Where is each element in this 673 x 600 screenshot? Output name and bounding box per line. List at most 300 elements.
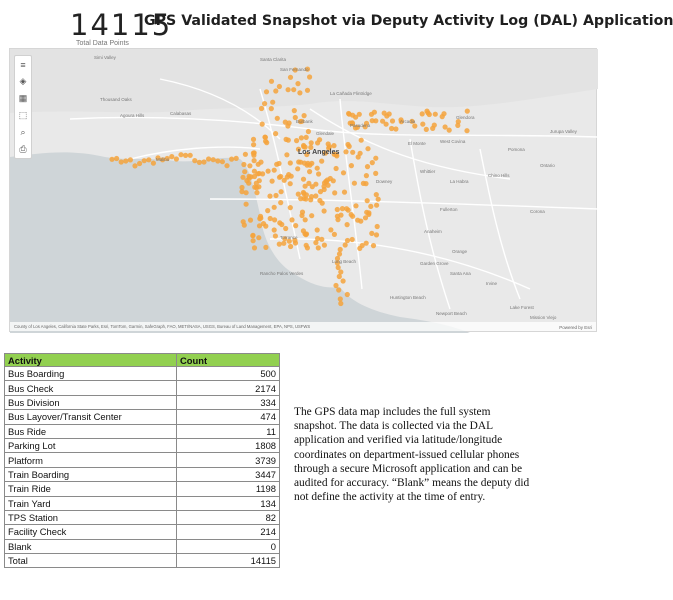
gps-point — [465, 109, 470, 114]
gps-point — [338, 247, 343, 252]
gps-point — [328, 176, 333, 181]
gps-point — [282, 178, 287, 183]
gps-point — [295, 81, 300, 86]
gps-point — [258, 214, 263, 219]
map-label-corona: Corona — [530, 209, 545, 214]
gps-point — [368, 204, 373, 209]
gps-point — [251, 137, 256, 142]
header — [66, 4, 673, 48]
gps-point — [464, 128, 469, 133]
map-toolbar — [14, 55, 32, 159]
gps-point — [247, 174, 252, 179]
gps-point — [251, 142, 256, 147]
activity-cell: Bus Check — [5, 381, 177, 395]
gps-point — [304, 135, 309, 140]
gps-point — [309, 213, 314, 218]
gps-point — [356, 154, 361, 159]
gps-point — [309, 194, 314, 199]
gps-point — [277, 242, 282, 247]
gps-point — [340, 206, 345, 211]
map-label-anaheim: Anaheim — [424, 229, 442, 234]
gps-point — [288, 181, 293, 186]
activity-cell: Train Yard — [5, 496, 177, 510]
gps-point — [244, 202, 249, 207]
map-label-garden-grove: Garden Grove — [420, 261, 449, 266]
table-row — [5, 438, 280, 452]
gps-point — [270, 179, 275, 184]
map-label-el-monte: El Monte — [408, 141, 426, 146]
gps-point — [242, 169, 247, 174]
map-label-la-canada: La Cañada Flintridge — [330, 91, 372, 96]
gps-point — [347, 144, 352, 149]
activity-cell: Parking Lot — [5, 438, 177, 452]
gps-point — [345, 222, 350, 227]
gps-point — [433, 112, 438, 117]
map-label-pasadena: Pasadena — [350, 123, 371, 128]
column-header-activity: Activity — [5, 354, 177, 367]
gps-point — [258, 160, 263, 165]
map-label-irvine: Irvine — [486, 281, 498, 286]
map-label-pomona: Pomona — [508, 147, 525, 152]
gps-point — [279, 189, 284, 194]
search-icon[interactable]: ⌕ — [20, 127, 26, 137]
count-cell: 500 — [177, 367, 280, 381]
count-cell: 474 — [177, 410, 280, 424]
count-cell: 214 — [177, 525, 280, 539]
gps-point — [285, 123, 290, 128]
map-label-west-covina: West Covina — [440, 139, 466, 144]
gps-point — [319, 159, 324, 164]
powered-by: Powered by Esri — [559, 325, 592, 330]
gps-point — [319, 237, 324, 242]
count-cell: 0 — [177, 539, 280, 553]
map-label-san-fernando: San Fernando — [280, 67, 309, 72]
list-icon[interactable]: ≡ — [20, 59, 26, 70]
gps-point — [201, 159, 206, 164]
gps-point — [342, 190, 347, 195]
map-label-glendora: Glendora — [456, 115, 475, 120]
grid-icon[interactable]: ▦ — [18, 93, 28, 103]
gps-point — [286, 172, 291, 177]
gps-point — [393, 126, 398, 131]
count-cell: 134 — [177, 496, 280, 510]
total-count: 14115 — [70, 8, 173, 42]
gps-point — [267, 194, 272, 199]
gps-point — [364, 173, 369, 178]
gps-point — [365, 146, 370, 151]
map-label-chino-hills: Chino Hills — [488, 173, 510, 178]
gps-point — [260, 122, 265, 127]
map-label-santa-ana: Santa Ana — [450, 271, 471, 276]
total-count-caption: Total Data Points — [76, 40, 129, 47]
gps-point — [370, 118, 375, 123]
gps-point — [326, 183, 331, 188]
gps-point — [244, 190, 249, 195]
gps-point — [215, 158, 220, 163]
map-label-orange: Orange — [452, 249, 468, 254]
gps-point — [174, 156, 179, 161]
table-row — [5, 410, 280, 424]
gps-point — [374, 203, 379, 208]
gps-point — [443, 124, 448, 129]
gps-point — [259, 106, 264, 111]
gps-point — [345, 292, 350, 297]
gps-point — [273, 88, 278, 93]
total-count-cell: 14115 — [177, 554, 280, 568]
gps-point — [350, 237, 355, 242]
gps-point — [109, 157, 114, 162]
table-total-row — [5, 554, 280, 568]
gps-point — [241, 162, 246, 167]
gps-point — [332, 232, 337, 237]
gps-point — [257, 223, 262, 228]
gps-point — [273, 233, 278, 238]
map-label-newport-beach: Newport Beach — [436, 311, 467, 316]
table-row — [5, 367, 280, 381]
map-label-burbank: Burbank — [296, 119, 313, 124]
gps-point — [291, 87, 296, 92]
gps-point — [188, 153, 193, 158]
gps-point — [273, 131, 278, 136]
gps-point — [266, 169, 271, 174]
table-row — [5, 395, 280, 409]
gps-point — [333, 283, 338, 288]
gps-point — [123, 158, 128, 163]
map-canvas[interactable] — [10, 49, 598, 333]
activity-cell: Bus Boarding — [5, 367, 177, 381]
gps-point — [455, 123, 460, 128]
table-row — [5, 482, 280, 496]
gps-point — [169, 154, 174, 159]
gps-point — [373, 156, 378, 161]
ocean — [10, 152, 470, 333]
description-text — [294, 405, 604, 504]
gps-point — [358, 219, 363, 224]
gps-map[interactable] — [9, 48, 597, 332]
gps-point — [328, 227, 333, 232]
gps-point — [293, 223, 298, 228]
gps-point — [263, 245, 268, 250]
gps-point — [278, 200, 283, 205]
gps-point — [284, 152, 289, 157]
gps-point — [128, 157, 133, 162]
gps-point — [272, 227, 277, 232]
map-attribution: County of Los Angeles, California State Parks, Esri, TomTom, Garmin, SafeGraph, FAO, METI/NASA, USGS, Bureau of Land Management, EPA, NPS, USFWS — [10, 322, 596, 331]
gps-point — [289, 217, 294, 222]
gps-point — [262, 101, 267, 106]
gps-point — [269, 106, 274, 111]
gps-point — [357, 246, 362, 251]
layers-icon[interactable]: ◈ — [19, 76, 27, 86]
gps-point — [366, 212, 371, 217]
gps-point — [260, 171, 265, 176]
gps-point — [132, 163, 137, 168]
gps-point — [350, 150, 355, 155]
map-label-simi-valley: Simi Valley — [94, 55, 116, 60]
gps-point — [272, 168, 277, 173]
page-title: GPS Validated Snapshot via Deputy Activity Log (DAL) Application — [144, 13, 673, 29]
map-label-fullerton: Fullerton — [440, 207, 458, 212]
gps-point — [304, 231, 309, 236]
activity-cell: Bus Ride — [5, 424, 177, 438]
count-cell: 2174 — [177, 381, 280, 395]
gps-point — [178, 152, 183, 157]
description-line: not define the activity at the time of entry. — [294, 491, 486, 504]
gps-point — [336, 287, 341, 292]
gps-point — [251, 151, 256, 156]
gps-point — [224, 163, 229, 168]
gps-point — [441, 111, 446, 116]
gps-point — [376, 197, 381, 202]
gps-point — [294, 138, 299, 143]
gps-point — [336, 265, 341, 270]
gps-point — [303, 217, 308, 222]
gps-point — [242, 223, 247, 228]
map-label-torrance: Torrance — [280, 235, 298, 240]
gps-point — [361, 181, 366, 186]
activity-cell: TPS Station — [5, 510, 177, 524]
table-row — [5, 510, 280, 524]
count-cell: 11 — [177, 424, 280, 438]
activity-cell: Bus Division — [5, 395, 177, 409]
gps-point — [277, 84, 282, 89]
map-label-whittier: Whittier — [420, 169, 436, 174]
gps-point — [263, 135, 268, 140]
map-label-jurupa-valley: Jurupa Valley — [550, 129, 577, 134]
gps-point — [119, 159, 124, 164]
gps-point — [369, 231, 374, 236]
gps-point — [305, 88, 310, 93]
gps-point — [420, 111, 425, 116]
table-row — [5, 424, 280, 438]
gps-point — [432, 123, 437, 128]
map-label-thousand-oaks: Thousand Oaks — [100, 97, 132, 102]
count-cell: 82 — [177, 510, 280, 524]
gps-point — [288, 160, 293, 165]
gps-point — [272, 217, 277, 222]
gps-point — [272, 205, 277, 210]
gps-point — [322, 243, 327, 248]
gps-point — [334, 166, 339, 171]
map-label-lake-forest: Lake Forest — [510, 305, 534, 310]
description-line: through a secure Microsoft application and can be — [294, 462, 523, 475]
gps-point — [252, 158, 257, 163]
gps-point — [252, 185, 257, 190]
gps-point — [288, 205, 293, 210]
gps-point — [252, 245, 257, 250]
table-row — [5, 453, 280, 467]
count-cell: 1808 — [177, 438, 280, 452]
gps-point — [322, 187, 327, 192]
total-label-cell: Total — [5, 554, 177, 568]
gps-point — [332, 190, 337, 195]
gps-point — [338, 269, 343, 274]
gps-point — [281, 241, 286, 246]
gps-point — [315, 140, 320, 145]
description-line: application and verified via latitude/longitude — [294, 434, 503, 447]
gps-point — [374, 192, 379, 197]
description-line: The GPS data map includes the full system — [294, 406, 491, 418]
gps-point — [301, 196, 306, 201]
map-label-arcadia: Arcadia — [400, 119, 416, 124]
gps-point — [288, 75, 293, 80]
table-row — [5, 467, 280, 481]
map-label-calabasas: Calabasas — [170, 111, 192, 116]
gps-point — [370, 160, 375, 165]
gps-point — [326, 141, 331, 146]
gps-point — [247, 163, 252, 168]
gps-point — [307, 169, 312, 174]
gps-point — [255, 171, 260, 176]
gps-point — [341, 278, 346, 283]
gps-point — [286, 138, 291, 143]
gps-point — [424, 109, 429, 114]
gps-point — [288, 244, 293, 249]
gps-point — [352, 181, 357, 186]
description-line: coordinates on department-issued cellular phones — [294, 448, 520, 461]
gps-point — [315, 227, 320, 232]
gps-point — [295, 166, 300, 171]
gps-point — [349, 212, 354, 217]
gps-point — [297, 90, 302, 95]
description-line: snapshot. The data is collected via the DAL — [294, 420, 494, 433]
gps-point — [373, 171, 378, 176]
gps-point — [338, 296, 343, 301]
count-cell: 1198 — [177, 482, 280, 496]
gps-point — [335, 207, 340, 212]
table-row — [5, 496, 280, 510]
gps-point — [274, 162, 279, 167]
map-label-mission-viejo: Mission Viejo — [530, 315, 557, 320]
table-row — [5, 525, 280, 539]
map-label-agoura-hills: Agoura Hills — [120, 113, 145, 118]
gps-point — [412, 123, 417, 128]
gps-point — [273, 193, 278, 198]
gps-point — [229, 157, 234, 162]
gps-point — [345, 238, 350, 243]
gps-point — [296, 192, 301, 197]
map-label-rancho-palos-verdes: Rancho Palos Verdes — [260, 271, 304, 276]
gps-point — [353, 203, 358, 208]
gps-point — [320, 201, 325, 206]
gps-point — [424, 127, 429, 132]
map-label-glendale: Glendale — [316, 131, 335, 136]
gps-point — [384, 122, 389, 127]
gps-point — [447, 128, 452, 133]
gps-point — [256, 235, 261, 240]
gps-point — [286, 87, 291, 92]
table-row — [5, 381, 280, 395]
gps-point — [234, 156, 239, 161]
gps-point — [343, 149, 348, 154]
gps-point — [251, 238, 256, 243]
gps-point — [343, 242, 348, 247]
map-label-la-habra: La Habra — [450, 179, 469, 184]
gps-point — [331, 143, 336, 148]
print-icon[interactable]: ⎙ — [19, 144, 27, 154]
gps-point — [192, 158, 197, 163]
gps-point — [243, 152, 248, 157]
activity-cell: Platform — [5, 453, 177, 467]
activity-cell: Facility Check — [5, 525, 177, 539]
count-cell: 334 — [177, 395, 280, 409]
activity-cell: Blank — [5, 539, 177, 553]
gps-point — [305, 245, 310, 250]
map-label-santa-clarita: Santa Clarita — [260, 57, 287, 62]
table-row — [5, 539, 280, 553]
gps-point — [206, 156, 211, 161]
map-label-malibu: Malibu — [156, 157, 170, 162]
gps-point — [313, 240, 318, 245]
gps-point — [307, 74, 312, 79]
gps-point — [335, 214, 340, 219]
gps-point — [341, 170, 346, 175]
gps-point — [146, 157, 151, 162]
activity-table — [4, 353, 280, 568]
gps-point — [220, 159, 225, 164]
activity-cell: Bus Layover/Transit Center — [5, 410, 177, 424]
gps-point — [359, 138, 364, 143]
gps-point — [197, 160, 202, 165]
gps-point — [114, 156, 119, 161]
gps-point — [301, 177, 306, 182]
gps-point — [283, 226, 288, 231]
gps-point — [364, 241, 369, 246]
map-label-long-beach: Long Beach — [332, 259, 357, 264]
description-line: audited for accuracy. “Blank” means the deputy did — [294, 477, 530, 490]
gps-point — [298, 160, 303, 165]
gps-point — [299, 135, 304, 140]
select-icon[interactable]: ⬚ — [18, 110, 28, 120]
gps-point — [371, 243, 376, 248]
gps-point — [316, 245, 321, 250]
gps-point — [315, 166, 320, 171]
gps-point — [302, 113, 307, 118]
map-label-downey: Downey — [376, 179, 393, 184]
gps-point — [275, 116, 280, 121]
gps-point — [375, 224, 380, 229]
gps-point — [269, 79, 274, 84]
gps-point — [183, 153, 188, 158]
gps-point — [337, 251, 342, 256]
column-header-count: Count — [177, 354, 280, 367]
gps-point — [337, 274, 342, 279]
gps-point — [316, 171, 321, 176]
gps-point — [264, 89, 269, 94]
activity-cell: Train Boarding — [5, 467, 177, 481]
gps-point — [268, 216, 273, 221]
gps-point — [390, 118, 395, 123]
gps-point — [142, 158, 147, 163]
gps-point — [250, 233, 255, 238]
map-label-ontario: Ontario — [540, 163, 555, 168]
gps-point — [292, 108, 297, 113]
gps-point — [382, 111, 387, 116]
activity-cell: Train Ride — [5, 482, 177, 496]
gps-point — [254, 190, 259, 195]
gps-point — [420, 122, 425, 127]
gps-point — [306, 129, 311, 134]
count-cell: 3739 — [177, 453, 280, 467]
gps-point — [239, 185, 244, 190]
table-header-row — [5, 354, 280, 367]
gps-point — [309, 140, 314, 145]
gps-point — [270, 100, 275, 105]
gps-point — [365, 198, 370, 203]
gps-point — [322, 208, 327, 213]
gps-point — [137, 161, 142, 166]
count-cell: 3447 — [177, 467, 280, 481]
